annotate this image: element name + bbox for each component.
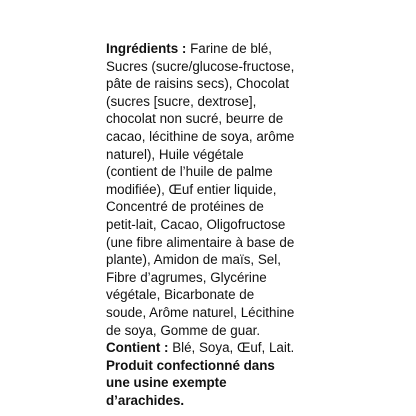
ingredients-heading: Ingrédients :: [106, 41, 187, 56]
ingredients-line-12: (une fibre alimentaire à base de: [106, 234, 295, 250]
contains-line: [106, 339, 330, 357]
ingredients-line-11: petit-lait, Cacao, Oligofructose: [106, 216, 286, 232]
ingredients-line-7: naturel), Huile végétale: [106, 146, 244, 162]
contains-text: Blé, Soya, Œuf, Lait.: [168, 340, 295, 356]
ingredients-line-16: soude, Arôme naturel, Lécithine: [106, 304, 295, 320]
ingredients-text: Farine de blé,: [186, 41, 272, 56]
ingredients-line-10: Concentré de protéines de: [106, 199, 264, 215]
ingredients-line-14: Fibre d’agrumes, Glycérine: [106, 269, 267, 285]
ingredients-line-5: chocolat non sucré, beurre de: [106, 111, 284, 127]
ingredients-label: [106, 40, 330, 409]
ingredients-line-13: plante), Amidon de maïs, Sel,: [106, 252, 281, 268]
ingredients-line-3: pâte de raisins secs), Chocolat: [106, 76, 290, 92]
ingredients-line-8: (contient de l’huile de palme: [106, 164, 273, 180]
ingredients-line-15: végétale, Bicarbonate de: [106, 287, 255, 303]
facility-line-2: une usine exempte: [106, 375, 227, 391]
ingredients-line-1: [106, 40, 330, 58]
contains-heading: Contient :: [106, 340, 169, 356]
facility-line-1: Produit confectionné dans: [106, 357, 275, 373]
facility-line-3: d’arachides.: [106, 392, 185, 408]
ingredients-line-2: Sucres (sucre/glucose-fructose,: [106, 58, 295, 74]
ingredients-line-9: modifiée), Œuf entier liquide,: [106, 181, 277, 197]
ingredients-line-17: de soya, Gomme de guar.: [106, 322, 261, 338]
ingredients-line-6: cacao, lécithine de soya, arôme: [106, 128, 295, 144]
ingredients-line-4: (sucres [sucre, dextrose],: [106, 93, 257, 109]
